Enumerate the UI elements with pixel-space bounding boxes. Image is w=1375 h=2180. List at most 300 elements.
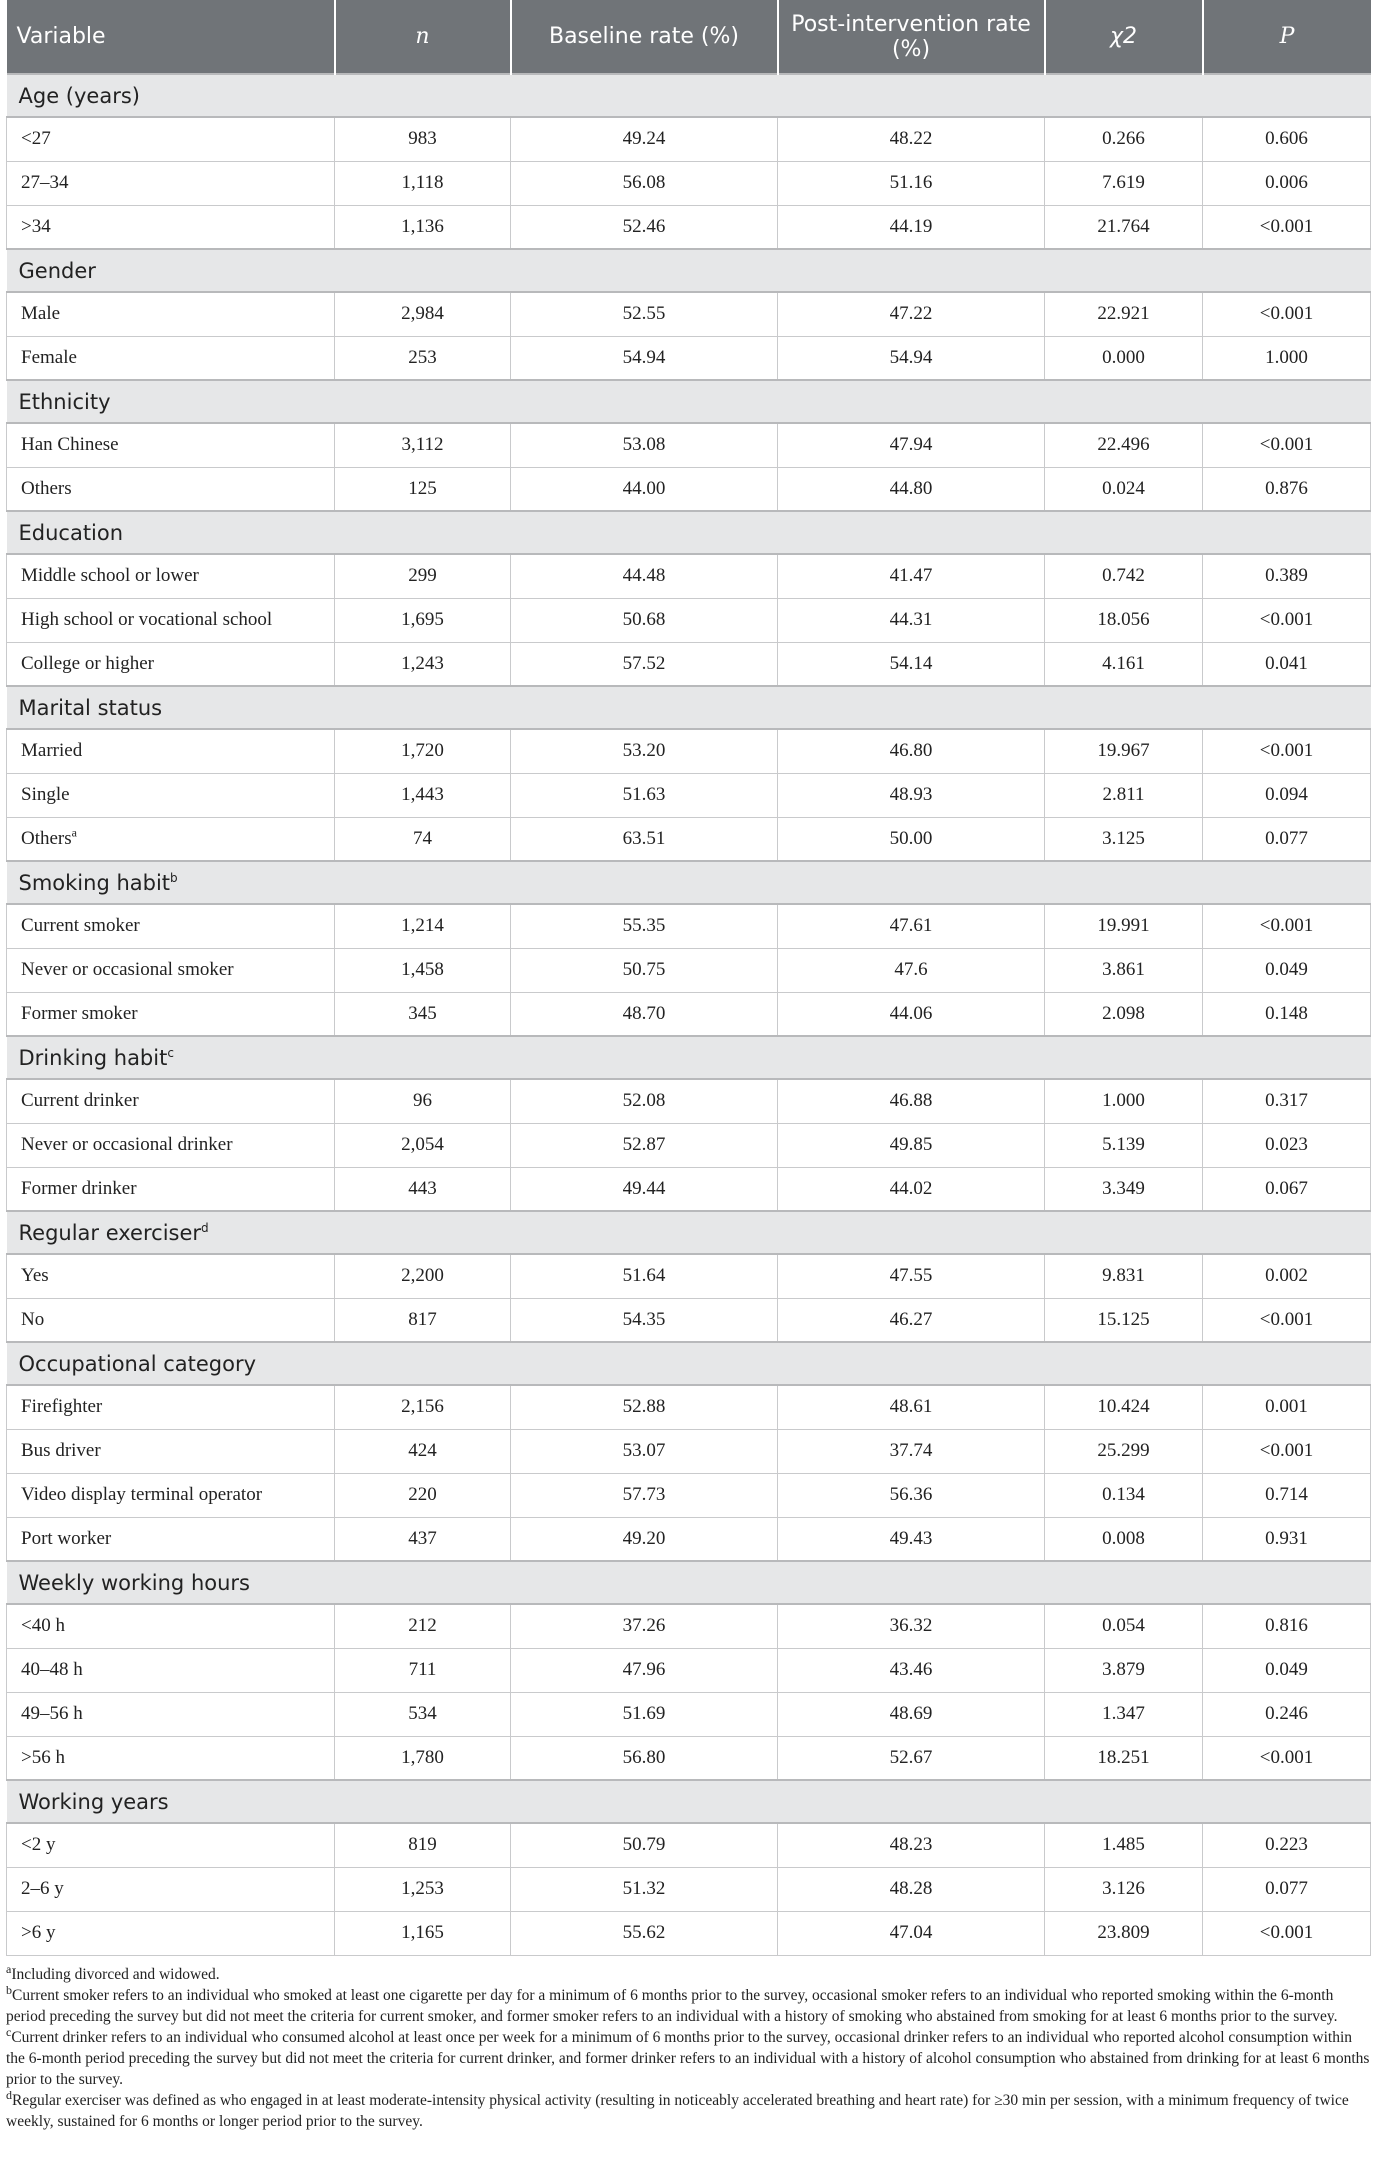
cell-p bbox=[1203, 992, 1371, 1036]
cell-variable-text: Others bbox=[21, 827, 72, 849]
cell-variable-text: Female bbox=[21, 346, 77, 368]
cell-p bbox=[1203, 598, 1371, 642]
cell-chi-square-text: 0.054 bbox=[1102, 1615, 1145, 1637]
cell-chi-square bbox=[1045, 161, 1203, 205]
cell-variable bbox=[7, 292, 335, 336]
cell-variable-text: <27 bbox=[21, 128, 51, 150]
cell-n-text: 1,118 bbox=[401, 172, 444, 193]
group-title bbox=[7, 1780, 1371, 1823]
table-row bbox=[7, 948, 1371, 992]
cell-baseline-rate bbox=[511, 992, 778, 1036]
cell-baseline-rate bbox=[511, 1473, 778, 1517]
cell-post-rate-text: 36.32 bbox=[889, 1615, 933, 1637]
cell-post-rate bbox=[778, 1473, 1045, 1517]
cell-n-text: 2,156 bbox=[401, 1396, 444, 1418]
cell-chi-square bbox=[1045, 1692, 1203, 1736]
cell-post-rate bbox=[778, 773, 1045, 817]
cell-baseline-rate bbox=[511, 1429, 778, 1473]
cell-p-text: <0.001 bbox=[1259, 1746, 1314, 1768]
cell-chi-square bbox=[1045, 1079, 1203, 1123]
cell-chi-square bbox=[1045, 642, 1203, 686]
cell-n bbox=[335, 1385, 511, 1429]
cell-chi-square bbox=[1045, 817, 1203, 861]
cell-chi-square-text: 1.347 bbox=[1102, 1703, 1145, 1724]
cell-p bbox=[1203, 423, 1371, 467]
cell-baseline-rate-text: 47.96 bbox=[622, 1659, 666, 1680]
cell-n bbox=[335, 1736, 511, 1780]
cell-variable-text: Video display terminal operator bbox=[21, 1484, 263, 1505]
table-row bbox=[7, 729, 1371, 773]
cell-p-text: <0.001 bbox=[1259, 1440, 1314, 1461]
cell-p-text: 0.094 bbox=[1265, 784, 1308, 805]
cell-n-text: 983 bbox=[408, 128, 437, 150]
cell-chi-square-text: 19.967 bbox=[1097, 740, 1150, 762]
cell-p bbox=[1203, 1604, 1371, 1648]
cell-n bbox=[335, 1429, 511, 1473]
cell-chi-square bbox=[1045, 1867, 1203, 1911]
cell-chi-square bbox=[1045, 423, 1203, 467]
cell-post-rate-text: 46.88 bbox=[889, 1090, 933, 1112]
cell-baseline-rate-text: 53.20 bbox=[622, 740, 666, 762]
cell-p bbox=[1203, 1911, 1371, 1955]
cell-baseline-rate bbox=[511, 817, 778, 861]
cell-chi-square bbox=[1045, 773, 1203, 817]
cell-post-rate-text: 47.22 bbox=[889, 303, 933, 325]
cell-post-rate-text: 48.22 bbox=[889, 128, 933, 150]
cell-p-text: 0.317 bbox=[1265, 1090, 1308, 1112]
cell-p-text: 0.041 bbox=[1265, 652, 1308, 674]
cell-n bbox=[335, 423, 511, 467]
cell-p-text: 0.006 bbox=[1265, 172, 1308, 193]
cell-variable-text: 27–34 bbox=[21, 172, 69, 193]
cell-p bbox=[1203, 948, 1371, 992]
cell-variable-text: >6 y bbox=[21, 1922, 56, 1943]
cell-post-rate-text: 37.74 bbox=[889, 1440, 933, 1461]
table-row bbox=[7, 1254, 1371, 1298]
cell-n bbox=[335, 292, 511, 336]
cell-post-rate-text: 47.04 bbox=[889, 1922, 933, 1943]
cell-p bbox=[1203, 817, 1371, 861]
cell-p-text: <0.001 bbox=[1259, 740, 1314, 762]
cell-baseline-rate bbox=[511, 292, 778, 336]
cell-variable bbox=[7, 467, 335, 511]
cell-variable bbox=[7, 817, 335, 861]
cell-variable bbox=[7, 1517, 335, 1561]
cell-n-text: 220 bbox=[408, 1484, 437, 1505]
cell-post-rate-text: 49.43 bbox=[889, 1527, 933, 1549]
cell-chi-square bbox=[1045, 1736, 1203, 1780]
cell-chi-square-text: 1.000 bbox=[1102, 1090, 1145, 1112]
cell-post-rate-text: 46.80 bbox=[889, 740, 933, 762]
cell-n bbox=[335, 773, 511, 817]
cell-variable-text: >56 h bbox=[21, 1746, 65, 1768]
cell-chi-square bbox=[1045, 1823, 1203, 1867]
cell-post-rate-text: 48.23 bbox=[889, 1834, 933, 1856]
cell-post-rate-text: 46.27 bbox=[889, 1308, 933, 1330]
cell-chi-square-text: 7.619 bbox=[1102, 172, 1145, 193]
cell-baseline-rate bbox=[511, 1604, 778, 1648]
cell-n bbox=[335, 1604, 511, 1648]
cell-p-text: 0.816 bbox=[1265, 1615, 1308, 1637]
table-row bbox=[7, 904, 1371, 948]
cell-p bbox=[1203, 729, 1371, 773]
cell-n bbox=[335, 1867, 511, 1911]
cell-baseline-rate-text: 48.70 bbox=[622, 1002, 666, 1024]
cell-chi-square-text: 3.879 bbox=[1102, 1659, 1145, 1680]
cell-baseline-rate-text: 37.26 bbox=[622, 1615, 666, 1637]
cell-baseline-rate-text: 55.62 bbox=[622, 1922, 666, 1943]
cell-post-rate bbox=[778, 1123, 1045, 1167]
cell-variable bbox=[7, 729, 335, 773]
cell-p-text: 0.606 bbox=[1265, 128, 1308, 150]
cell-post-rate-text: 54.94 bbox=[889, 346, 933, 368]
cell-p-text: 0.714 bbox=[1265, 1484, 1308, 1505]
cell-baseline-rate bbox=[511, 904, 778, 948]
cell-post-rate-text: 50.00 bbox=[889, 827, 933, 849]
cell-p bbox=[1203, 1473, 1371, 1517]
table-row bbox=[7, 1692, 1371, 1736]
cell-n bbox=[335, 336, 511, 380]
cell-n-text: 1,136 bbox=[401, 215, 444, 237]
cell-chi-square-text: 0.266 bbox=[1102, 128, 1145, 150]
cell-variable-text: Bus driver bbox=[21, 1440, 101, 1461]
cell-baseline-rate bbox=[511, 642, 778, 686]
footnote-text: Regular exerciser was defined as who engaged in at least moderate-intensity physical activity (resulting in noticeably accelerated breathing and heart rate) for ≥30 min per session, with a minimum frequency of twice weekly, sustained for 6 months or longer period prior to the survey. bbox=[6, 2091, 1349, 2130]
cell-chi-square bbox=[1045, 1911, 1203, 1955]
cell-variable-text: Never or occasional smoker bbox=[21, 959, 234, 980]
cell-n bbox=[335, 817, 511, 861]
cell-variable-text: <40 h bbox=[21, 1615, 65, 1637]
header-chi-square-text: χ2 bbox=[1109, 24, 1138, 49]
cell-post-rate bbox=[778, 729, 1045, 773]
cell-post-rate-text: 49.85 bbox=[889, 1134, 933, 1155]
cell-n bbox=[335, 598, 511, 642]
cell-p-text: 0.077 bbox=[1265, 827, 1308, 849]
cell-p-text: 0.077 bbox=[1265, 1878, 1308, 1899]
table-body bbox=[7, 74, 1371, 1955]
cell-variable-text: Single bbox=[21, 784, 70, 805]
cell-n-text: 74 bbox=[413, 827, 432, 849]
table-row bbox=[7, 642, 1371, 686]
cell-variable-text: Yes bbox=[21, 1265, 49, 1287]
cell-chi-square bbox=[1045, 1123, 1203, 1167]
cell-chi-square bbox=[1045, 336, 1203, 380]
cell-post-rate-text: 56.36 bbox=[889, 1484, 933, 1505]
cell-variable-text: Firefighter bbox=[21, 1396, 103, 1418]
cell-p bbox=[1203, 554, 1371, 598]
cell-chi-square-text: 0.134 bbox=[1102, 1484, 1145, 1505]
cell-p-text: 0.246 bbox=[1265, 1703, 1308, 1724]
footnote-mark: a bbox=[6, 1961, 12, 1976]
cell-chi-square-text: 18.056 bbox=[1097, 609, 1150, 630]
cell-chi-square-text: 3.861 bbox=[1102, 959, 1145, 980]
cell-chi-square bbox=[1045, 904, 1203, 948]
cell-baseline-rate bbox=[511, 1736, 778, 1780]
cell-n bbox=[335, 1823, 511, 1867]
table-row bbox=[7, 992, 1371, 1036]
cell-n bbox=[335, 1123, 511, 1167]
cell-baseline-rate bbox=[511, 1692, 778, 1736]
cell-post-rate-text: 44.02 bbox=[889, 1177, 933, 1199]
cell-p bbox=[1203, 904, 1371, 948]
cell-p-text: 1.000 bbox=[1265, 346, 1308, 368]
cell-variable bbox=[7, 1736, 335, 1780]
table-row bbox=[7, 1517, 1371, 1561]
cell-variable bbox=[7, 1079, 335, 1123]
document bbox=[6, 0, 1370, 2132]
cell-variable bbox=[7, 1911, 335, 1955]
group-title-text: Drinking habit bbox=[18, 1045, 168, 1070]
cell-post-rate bbox=[778, 992, 1045, 1036]
cell-baseline-rate bbox=[511, 336, 778, 380]
cell-p bbox=[1203, 1692, 1371, 1736]
cell-baseline-rate-text: 51.64 bbox=[622, 1265, 666, 1287]
table-row bbox=[7, 1385, 1371, 1429]
table-row bbox=[7, 554, 1371, 598]
cell-baseline-rate-text: 51.63 bbox=[622, 784, 666, 805]
header-n: n bbox=[335, 0, 511, 74]
cell-post-rate bbox=[778, 467, 1045, 511]
cell-chi-square-text: 10.424 bbox=[1097, 1396, 1150, 1418]
cell-p bbox=[1203, 1254, 1371, 1298]
cell-variable bbox=[7, 205, 335, 249]
group-title-text: Age (years) bbox=[18, 83, 140, 108]
cell-post-rate bbox=[778, 117, 1045, 161]
cell-p bbox=[1203, 205, 1371, 249]
cell-chi-square bbox=[1045, 598, 1203, 642]
cell-baseline-rate bbox=[511, 1385, 778, 1429]
table-row bbox=[7, 1823, 1371, 1867]
cell-baseline-rate-text: 50.68 bbox=[622, 609, 666, 630]
cell-baseline-rate-text: 51.32 bbox=[622, 1878, 666, 1899]
group-title bbox=[7, 1342, 1371, 1385]
cell-chi-square bbox=[1045, 992, 1203, 1036]
footnote-marker: c bbox=[167, 1045, 174, 1060]
footnote-text: Including divorced and widowed. bbox=[11, 1965, 220, 1983]
cell-n bbox=[335, 161, 511, 205]
cell-variable bbox=[7, 904, 335, 948]
cell-n bbox=[335, 467, 511, 511]
cell-post-rate bbox=[778, 1254, 1045, 1298]
cell-chi-square-text: 0.024 bbox=[1102, 477, 1145, 499]
footnote-text: Current drinker refers to an individual who consumed alcohol at least once per week for a minimum of 6 months prior to the survey, occasional drinker refers to an individual who reported alcohol consumption within the 6-month period preceding the survey but did not meet the criteria for current drinker, and former drinker refers to an individual with a history of alcohol consumption who abstained from drinking for at least 6 months prior to the survey. bbox=[6, 2028, 1370, 2088]
cell-baseline-rate bbox=[511, 161, 778, 205]
cell-baseline-rate-text: 49.44 bbox=[622, 1177, 666, 1199]
cell-post-rate bbox=[778, 1167, 1045, 1211]
cell-chi-square-text: 23.809 bbox=[1097, 1922, 1150, 1943]
footnote-mark: d bbox=[6, 2087, 12, 2102]
cell-post-rate bbox=[778, 1736, 1045, 1780]
group-title bbox=[7, 1211, 1371, 1254]
header-post-intervention-rate: Post-intervention rate (%) bbox=[778, 0, 1045, 74]
cell-p bbox=[1203, 336, 1371, 380]
table-row bbox=[7, 1123, 1371, 1167]
cell-variable bbox=[7, 1167, 335, 1211]
cell-baseline-rate bbox=[511, 423, 778, 467]
cell-n-text: 1,695 bbox=[401, 609, 444, 630]
cell-post-rate bbox=[778, 554, 1045, 598]
cell-post-rate-text: 41.47 bbox=[889, 565, 933, 587]
cell-post-rate-text: 44.06 bbox=[889, 1002, 933, 1024]
table-row bbox=[7, 1736, 1371, 1780]
cell-variable-text: No bbox=[21, 1308, 45, 1330]
cell-baseline-rate bbox=[511, 948, 778, 992]
cell-n bbox=[335, 205, 511, 249]
footnotes bbox=[6, 1956, 1370, 2132]
cell-variable-text: Male bbox=[21, 303, 61, 325]
cell-post-rate-text: 43.46 bbox=[889, 1659, 933, 1680]
cell-variable-text: Married bbox=[21, 740, 83, 762]
table-row bbox=[7, 1473, 1371, 1517]
cell-baseline-rate-text: 56.08 bbox=[622, 172, 666, 193]
cell-baseline-rate-text: 54.35 bbox=[622, 1308, 666, 1330]
cell-baseline-rate bbox=[511, 1254, 778, 1298]
table-row bbox=[7, 205, 1371, 249]
cell-chi-square-text: 5.139 bbox=[1102, 1134, 1145, 1155]
cell-chi-square bbox=[1045, 292, 1203, 336]
cell-baseline-rate bbox=[511, 1867, 778, 1911]
cell-baseline-rate-text: 50.79 bbox=[622, 1834, 666, 1856]
cell-n bbox=[335, 1167, 511, 1211]
cell-baseline-rate bbox=[511, 729, 778, 773]
cell-baseline-rate-text: 50.75 bbox=[622, 959, 666, 980]
cell-post-rate bbox=[778, 817, 1045, 861]
cell-p-text: 0.067 bbox=[1265, 1177, 1308, 1199]
cell-chi-square-text: 21.764 bbox=[1097, 215, 1150, 237]
table-row bbox=[7, 117, 1371, 161]
cell-p bbox=[1203, 1736, 1371, 1780]
cell-variable bbox=[7, 336, 335, 380]
cell-variable bbox=[7, 1298, 335, 1342]
group-title-text: Regular exerciser bbox=[18, 1220, 202, 1245]
cell-baseline-rate bbox=[511, 773, 778, 817]
cell-n-text: 711 bbox=[408, 1659, 437, 1680]
cell-chi-square bbox=[1045, 948, 1203, 992]
cell-post-rate-text: 47.61 bbox=[889, 915, 933, 937]
group-header-row bbox=[7, 686, 1371, 729]
cell-chi-square-text: 3.126 bbox=[1102, 1878, 1145, 1899]
cell-post-rate bbox=[778, 642, 1045, 686]
group-title bbox=[7, 511, 1371, 554]
cell-variable bbox=[7, 1648, 335, 1692]
cell-baseline-rate bbox=[511, 467, 778, 511]
cell-n-text: 819 bbox=[408, 1834, 437, 1856]
cell-variable bbox=[7, 554, 335, 598]
table-row bbox=[7, 467, 1371, 511]
cell-post-rate-text: 48.69 bbox=[889, 1703, 933, 1724]
cell-variable bbox=[7, 1385, 335, 1429]
group-title-text: Working years bbox=[18, 1789, 169, 1814]
cell-post-rate bbox=[778, 205, 1045, 249]
cell-baseline-rate-text: 53.07 bbox=[622, 1440, 666, 1461]
cell-post-rate-text: 44.80 bbox=[889, 477, 933, 499]
cell-post-rate-text: 44.31 bbox=[889, 609, 933, 630]
cell-post-rate-text: 48.61 bbox=[889, 1396, 933, 1418]
results-table bbox=[6, 0, 1371, 1956]
cell-baseline-rate bbox=[511, 117, 778, 161]
cell-variable-text: College or higher bbox=[21, 652, 154, 674]
cell-chi-square-text: 0.000 bbox=[1102, 346, 1145, 368]
header-chi-square bbox=[1045, 0, 1203, 74]
table-row bbox=[7, 1167, 1371, 1211]
cell-n bbox=[335, 948, 511, 992]
table-row bbox=[7, 292, 1371, 336]
cell-baseline-rate-text: 44.00 bbox=[622, 477, 666, 499]
cell-p-text: 0.931 bbox=[1265, 1527, 1308, 1549]
cell-variable-text: Former drinker bbox=[21, 1177, 137, 1199]
cell-post-rate bbox=[778, 1517, 1045, 1561]
cell-post-rate bbox=[778, 948, 1045, 992]
cell-post-rate bbox=[778, 904, 1045, 948]
table-row bbox=[7, 1648, 1371, 1692]
cell-n bbox=[335, 1911, 511, 1955]
footnote-marker: a bbox=[71, 825, 77, 840]
cell-baseline-rate-text: 49.24 bbox=[622, 128, 666, 150]
cell-baseline-rate bbox=[511, 1911, 778, 1955]
cell-chi-square-text: 25.299 bbox=[1097, 1440, 1150, 1461]
table-row bbox=[7, 598, 1371, 642]
cell-baseline-rate bbox=[511, 1517, 778, 1561]
group-header-row bbox=[7, 380, 1371, 423]
cell-variable bbox=[7, 423, 335, 467]
group-title-text: Education bbox=[18, 520, 124, 545]
cell-variable bbox=[7, 1823, 335, 1867]
table-row bbox=[7, 1298, 1371, 1342]
footnote bbox=[6, 1982, 1370, 2027]
cell-post-rate bbox=[778, 598, 1045, 642]
cell-p bbox=[1203, 1823, 1371, 1867]
cell-n bbox=[335, 1648, 511, 1692]
cell-chi-square-text: 0.008 bbox=[1102, 1527, 1145, 1549]
cell-chi-square-text: 2.811 bbox=[1102, 784, 1145, 805]
cell-n-text: 817 bbox=[408, 1308, 437, 1330]
cell-n-text: 437 bbox=[408, 1527, 437, 1549]
cell-p-text: 0.002 bbox=[1265, 1265, 1308, 1287]
cell-n-text: 212 bbox=[408, 1615, 437, 1637]
cell-p bbox=[1203, 1079, 1371, 1123]
cell-variable bbox=[7, 1429, 335, 1473]
cell-p bbox=[1203, 1123, 1371, 1167]
cell-n-text: 96 bbox=[413, 1090, 432, 1112]
cell-p bbox=[1203, 1167, 1371, 1211]
cell-variable bbox=[7, 117, 335, 161]
cell-post-rate-text: 54.14 bbox=[889, 652, 933, 674]
cell-p-text: 0.389 bbox=[1265, 565, 1308, 587]
group-title-text: Gender bbox=[18, 258, 96, 283]
cell-p-text: 0.001 bbox=[1265, 1396, 1308, 1418]
group-title bbox=[7, 861, 1371, 904]
cell-baseline-rate-text: 57.73 bbox=[622, 1484, 666, 1505]
cell-n-text: 534 bbox=[408, 1703, 437, 1724]
cell-n-text: 345 bbox=[408, 1002, 437, 1024]
cell-n bbox=[335, 904, 511, 948]
cell-post-rate bbox=[778, 1692, 1045, 1736]
cell-p-text: <0.001 bbox=[1259, 215, 1314, 237]
cell-baseline-rate bbox=[511, 1167, 778, 1211]
group-title bbox=[7, 686, 1371, 729]
cell-n-text: 1,214 bbox=[401, 915, 444, 937]
cell-n bbox=[335, 554, 511, 598]
cell-variable-text: High school or vocational school bbox=[21, 609, 273, 630]
cell-n bbox=[335, 992, 511, 1036]
cell-variable-text: <2 y bbox=[21, 1834, 56, 1856]
cell-n bbox=[335, 1692, 511, 1736]
footnote-mark: b bbox=[6, 1982, 12, 1997]
cell-p-text: 0.049 bbox=[1265, 959, 1308, 980]
cell-variable-text: Han Chinese bbox=[21, 434, 119, 456]
cell-p bbox=[1203, 1298, 1371, 1342]
cell-post-rate-text: 44.19 bbox=[889, 215, 933, 237]
